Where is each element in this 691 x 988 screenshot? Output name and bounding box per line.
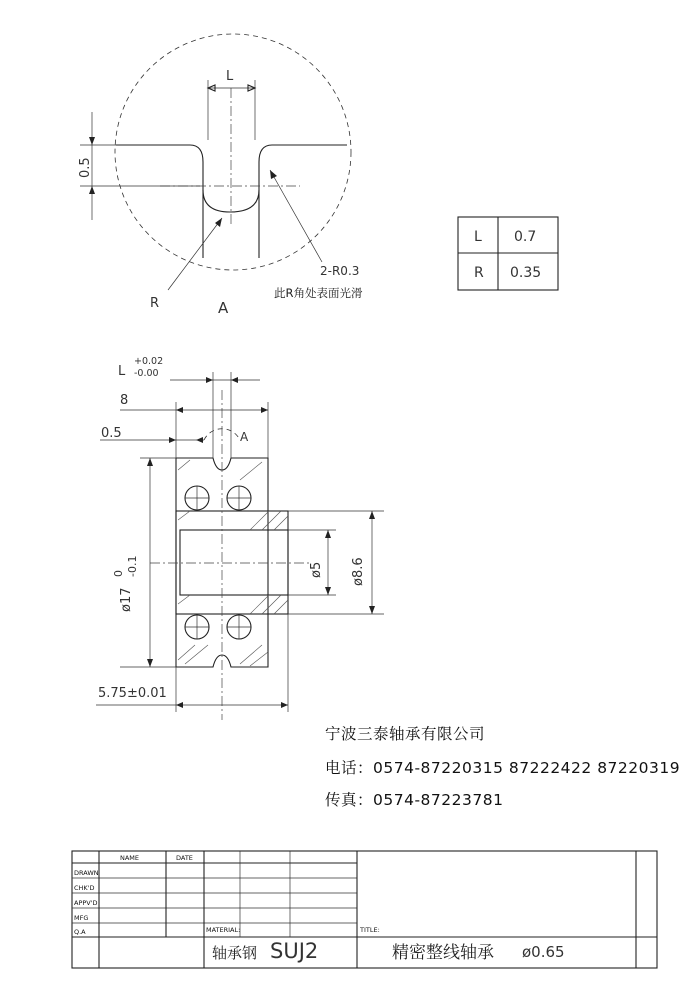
section-dim-width: 5.75±0.01 — [98, 686, 167, 701]
detail-note: 此R角处表面光滑 — [274, 286, 363, 300]
detail-dim-l: L — [226, 69, 234, 84]
tb-title-label: TITLE: — [360, 926, 380, 934]
tb-col-name: NAME — [120, 854, 140, 862]
tb-material-label: MATERIAL: — [206, 926, 241, 934]
company-phone: 0574-87220315 87222422 87220319 — [373, 759, 681, 777]
tb-col-date: DATE — [176, 854, 193, 862]
detail-view-label: A — [218, 299, 229, 317]
tb-row-drawn: DRAWN — [74, 869, 99, 877]
section-dim-bore: ø5 — [309, 561, 324, 578]
company-phone-line — [325, 756, 680, 778]
section-dim-od-tol-upper: 0 — [112, 570, 125, 577]
groove-profile — [116, 145, 347, 212]
param-key-r: R — [474, 265, 484, 281]
section-tol-upper: +0.02 — [134, 356, 164, 367]
tb-row-qa: Q.A — [74, 928, 86, 936]
company-phone-label: 电话： — [325, 759, 374, 777]
tb-row-mfg: MFG — [74, 914, 89, 922]
company-fax-line — [325, 788, 503, 810]
company-fax: 0574-87223781 — [373, 791, 504, 809]
section-dim-od: ø17 — [119, 587, 134, 612]
detail-callout-r03: 2-R0.3 — [320, 264, 360, 278]
detail-dim-depth: 0.5 — [78, 157, 93, 178]
company-fax-label: 传真： — [325, 791, 374, 809]
section-view — [96, 356, 384, 720]
section-tol-lower: -0.00 — [134, 368, 159, 379]
section-dim-86: ø8.6 — [351, 557, 366, 586]
tb-material-code: SUJ2 — [270, 939, 319, 963]
param-table — [458, 217, 558, 290]
section-dim-l: L — [118, 364, 126, 379]
param-value-r: 0.35 — [510, 265, 542, 281]
tb-row-chkd: CHK'D — [74, 884, 95, 892]
tb-title-cn: 精密整线轴承 — [392, 943, 494, 963]
detail-view-a — [78, 34, 363, 317]
tb-title-dim: ø0.65 — [522, 943, 565, 961]
company-name: 宁波三泰轴承有限公司 — [325, 725, 486, 743]
tb-material-cn: 轴承钢 — [212, 944, 258, 962]
param-value-l: 0.7 — [514, 229, 537, 245]
section-dim-8: 8 — [120, 393, 129, 408]
section-dim-od-tol-lower: -0.1 — [126, 555, 139, 577]
title-block — [72, 851, 657, 968]
section-dim-05: 0.5 — [101, 426, 122, 441]
inner-ring — [176, 511, 288, 614]
detail-label-r: R — [150, 296, 160, 311]
param-key-l: L — [474, 229, 482, 245]
section-view-ref-a: A — [240, 430, 249, 444]
tb-row-appvd: APPV'D — [74, 899, 98, 907]
